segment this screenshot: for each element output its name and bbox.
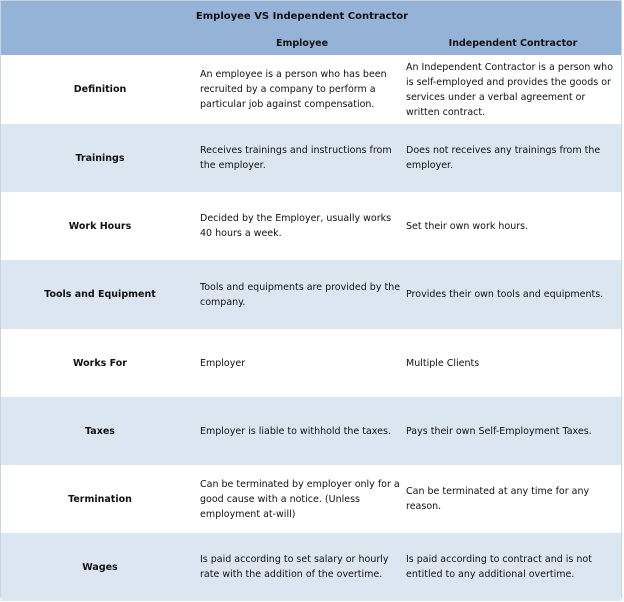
contractor-cell: Provides their own tools and equipments.: [406, 289, 604, 300]
contractor-cell: Does not receives any trainings from the employer.: [406, 145, 601, 171]
row-label: Wages: [82, 561, 118, 573]
contractor-cell: An Independent Contractor is a person who is self-employed and provides the goods or services under a verbal agreement or written contract.: [406, 61, 614, 118]
row-wages: [1, 533, 621, 601]
row-label: Works For: [73, 357, 127, 369]
contractor-cell: Can be terminated at any time for any reason.: [406, 486, 590, 512]
row-label: Definition: [73, 84, 127, 95]
employee-cell: Decided by the Employer, usually works 40 hours a week.: [200, 213, 392, 239]
row-definition: [1, 55, 621, 124]
contractor-cell: Multiple Clients: [406, 357, 480, 369]
contractor-cell: Set their own work hours.: [406, 220, 529, 232]
row-label: Taxes: [85, 425, 115, 437]
row-taxes: [1, 397, 621, 465]
table-title: Employee VS Independent Contractor: [195, 10, 409, 22]
row-termination: [1, 465, 621, 533]
employee-cell: Employer: [200, 357, 246, 369]
row-label: Termination: [68, 493, 132, 505]
row-tools-and-equipment: [1, 260, 621, 329]
row-works-for: [1, 329, 621, 397]
employee-cell: Receives trainings and instructions from the employer.: [200, 145, 392, 171]
row-work-hours: [1, 192, 621, 260]
table-header-row: [1, 31, 621, 55]
row-trainings: [1, 124, 621, 192]
row-label: Tools and Equipment: [44, 289, 156, 300]
contractor-cell: Is paid according to contract and is not entitled to any additional overtime.: [406, 554, 592, 580]
row-label: Work Hours: [68, 220, 132, 232]
employee-cell: An employee is a person who has been recruited by a company to perform a particular job against compensation.: [200, 69, 387, 110]
contractor-cell: Pays their own Self-Employment Taxes.: [406, 425, 592, 437]
header-independent-contractor: Independent Contractor: [448, 37, 578, 49]
employee-cell: Employer is liable to withhold the taxes.: [200, 425, 391, 437]
header-employee: Employee: [275, 37, 329, 49]
employee-cell: Is paid according to set salary or hourly rate with the addition of the overtime.: [200, 554, 389, 580]
table-title-row: [1, 1, 621, 31]
row-label: Trainings: [75, 152, 125, 164]
employee-cell: Can be terminated by employer only for a good cause with a notice. (Unless employment at-will): [200, 478, 400, 520]
employee-cell: Tools and equipments are provided by the company.: [200, 281, 401, 308]
